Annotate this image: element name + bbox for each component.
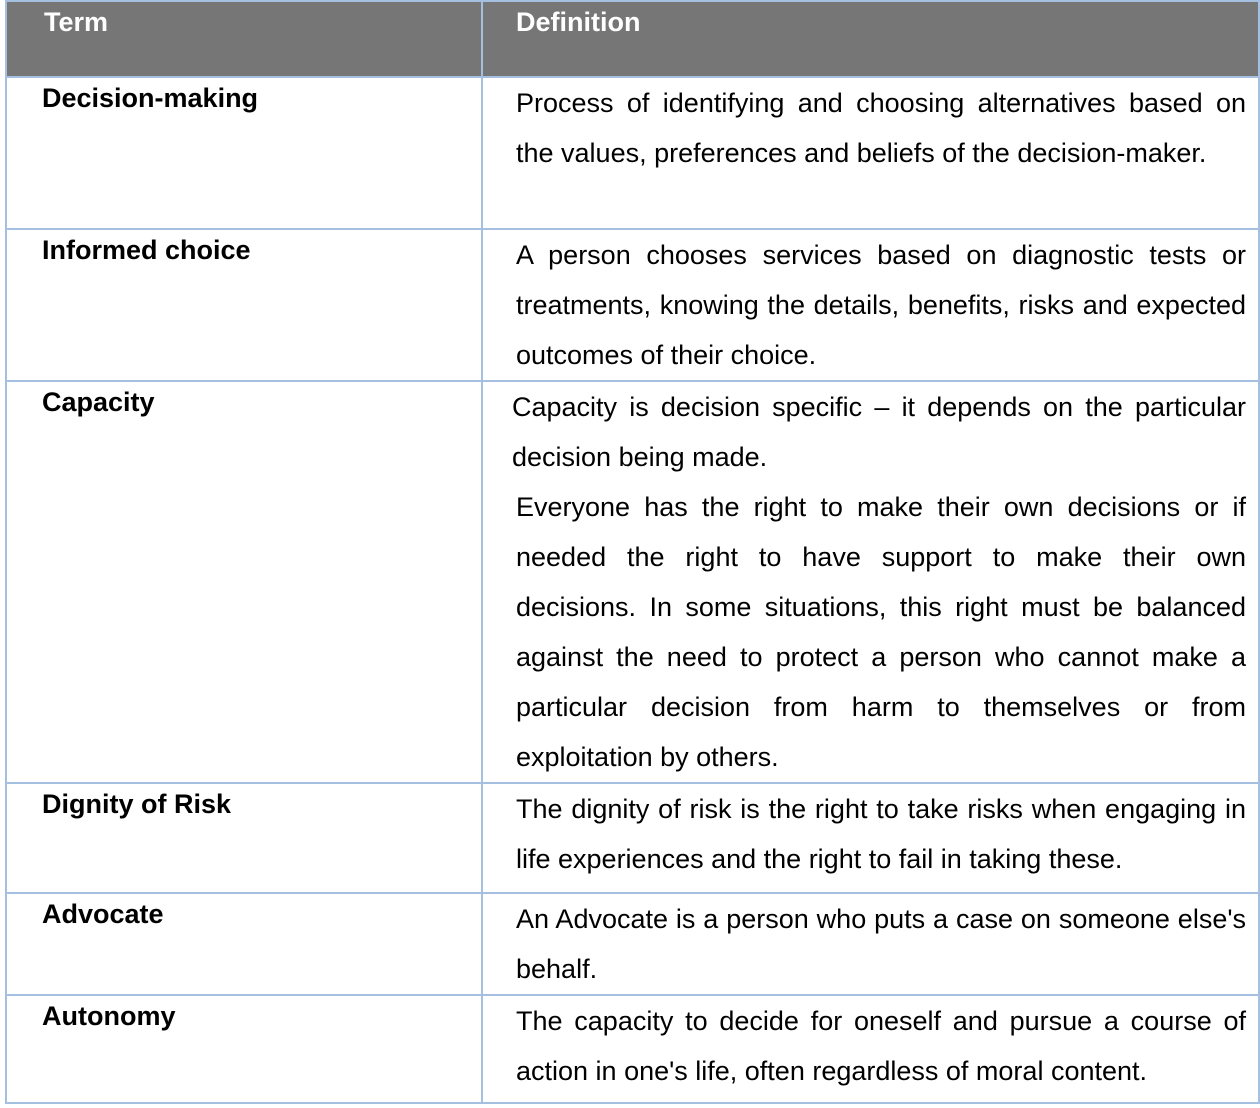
definition-text: An Advocate is a person who puts a case on someone else's behalf.: [516, 904, 1246, 984]
definition-text: The dignity of risk is the right to take risks when engaging in life experiences and the right to fail in taking these.: [516, 794, 1246, 874]
table-row: [6, 381, 1259, 783]
table-row: [6, 783, 1259, 893]
definition-cell: [482, 995, 1259, 1103]
term-cell: Autonomy: [6, 995, 482, 1103]
definition-text: The capacity to decide for oneself and pursue a course of action in one's life, often regardless of moral content.: [516, 1006, 1246, 1086]
term-cell: Advocate: [6, 893, 482, 995]
term-cell: Capacity: [6, 381, 482, 783]
definition-text: Everyone has the right to make their own decisions or if needed the right to have support to make their own decisions. In some situations, this right must be balanced against the need to protect a person who cannot make a particular decision from harm to themselves or from exploitation by others.: [516, 492, 1246, 772]
definition-cell: [482, 77, 1259, 229]
definition-cell: [482, 893, 1259, 995]
table-row: [6, 77, 1259, 229]
definition-cell: [482, 229, 1259, 381]
table-row: [6, 995, 1259, 1103]
term-cell: Dignity of Risk: [6, 783, 482, 893]
definition-text: Capacity is decision specific – it depends on the particular decision being made.: [512, 392, 1246, 472]
definition-text: Process of identifying and choosing alternatives based on the values, preferences and beliefs of the decision-maker.: [516, 88, 1246, 168]
glossary-table: [5, 0, 1260, 1104]
term-cell: Informed choice: [6, 229, 482, 381]
table-row: [6, 893, 1259, 995]
term-column-header: Term: [6, 1, 482, 77]
definition-text: A person chooses services based on diagnostic tests or treatments, knowing the details, benefits, risks and expected outcomes of their choice.: [516, 240, 1246, 370]
term-cell: Decision-making: [6, 77, 482, 229]
definition-cell: [482, 783, 1259, 893]
definition-column-header: Definition: [482, 1, 1259, 77]
definition-cell: [482, 381, 1259, 783]
table-header-row: [6, 1, 1259, 77]
table-row: [6, 229, 1259, 381]
